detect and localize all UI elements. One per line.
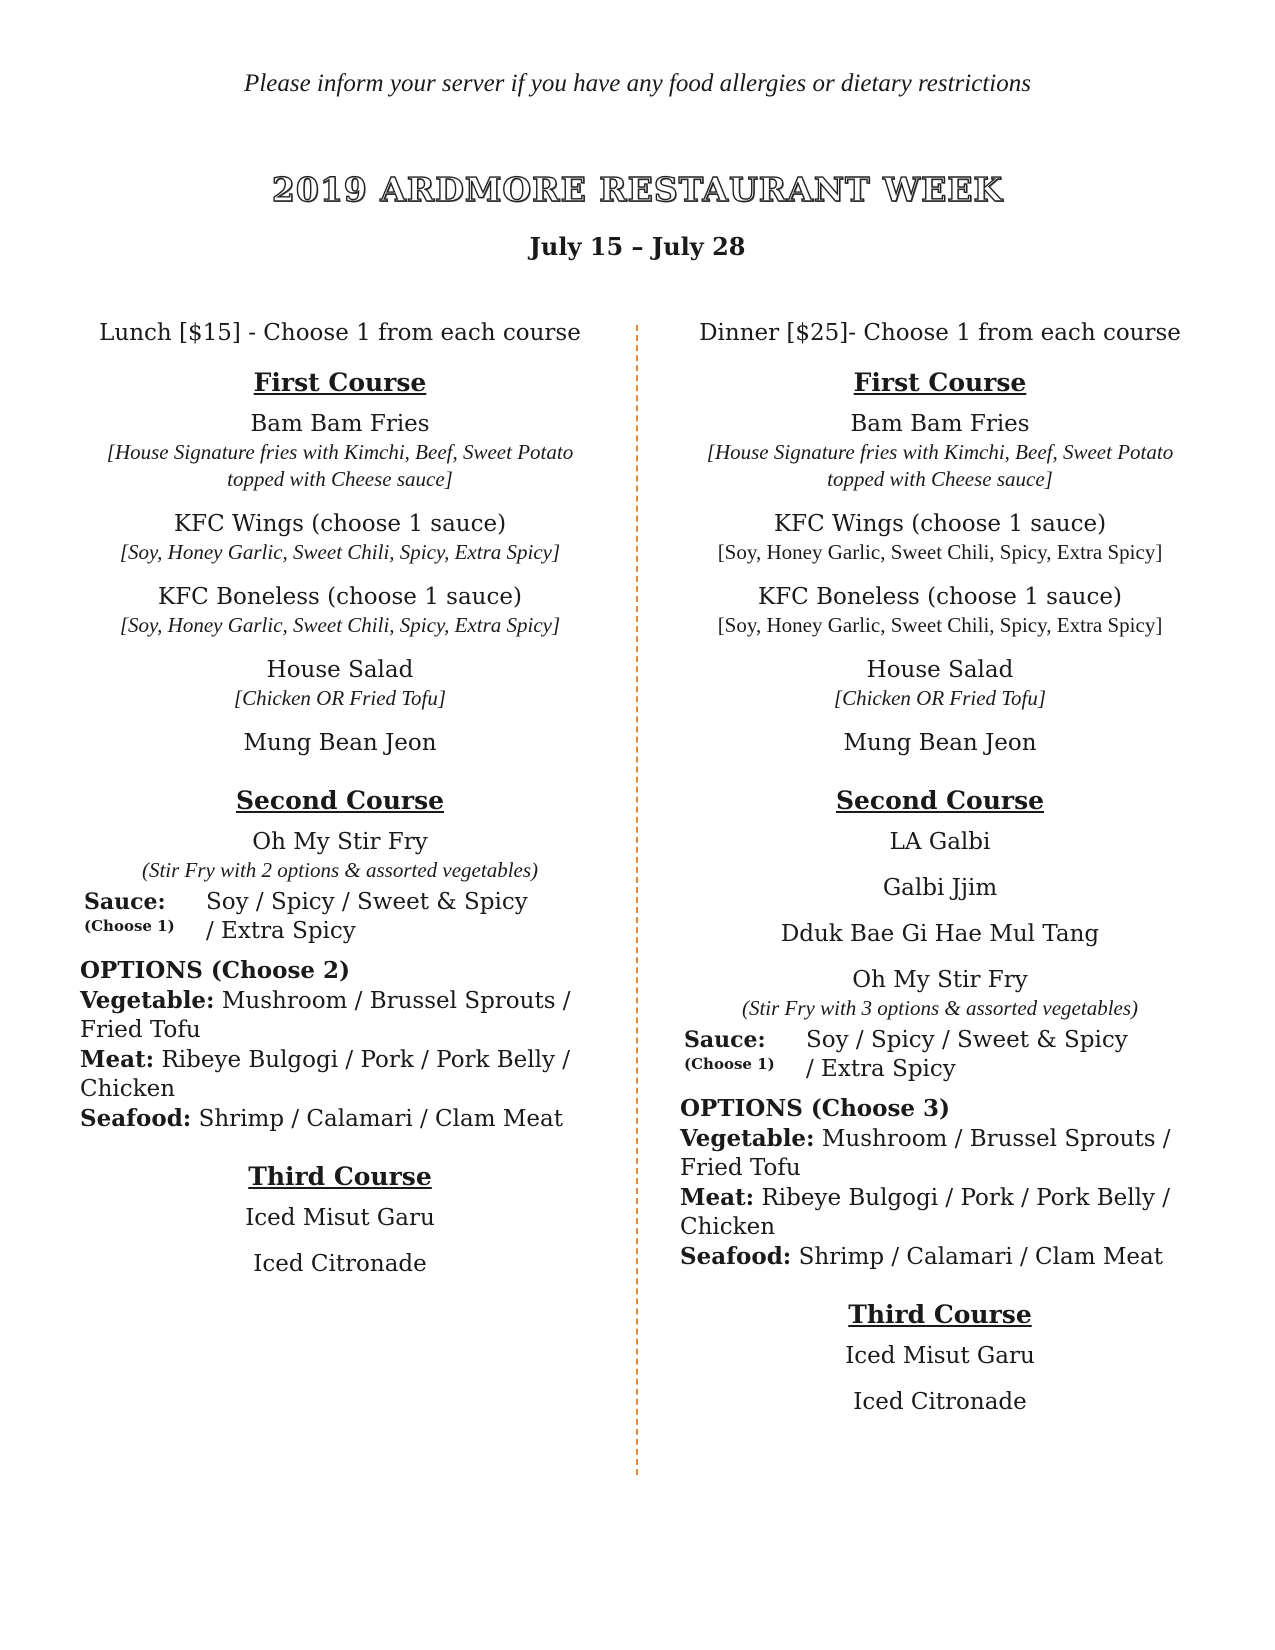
menu-item xyxy=(80,409,600,493)
item-name: KFC Wings (choose 1 sauce) xyxy=(173,511,507,537)
item-name: LA Galbi xyxy=(889,829,991,855)
option-vegetable xyxy=(80,986,600,1045)
menu-item xyxy=(80,655,600,712)
sauce-label: Sauce: xyxy=(84,889,166,915)
item-description: [House Signature fries with Kimchi, Beef, Sweet Potato topped with Cheese sauce] xyxy=(706,440,1174,491)
item-description: [Soy, Honey Garlic, Sweet Chili, Spicy, Extra Spicy] xyxy=(119,540,561,564)
course-title: Second Course xyxy=(835,786,1045,815)
item-name: Iced Misut Garu xyxy=(845,1343,1035,1369)
lunch-header: Lunch [$15] - Choose 1 from each course xyxy=(99,320,581,346)
sauce-label: Sauce: xyxy=(684,1027,766,1053)
option-meat xyxy=(80,1045,600,1104)
item-description: [Soy, Honey Garlic, Sweet Chili, Spicy, Extra Spicy] xyxy=(717,540,1163,564)
lunch-menu-column xyxy=(80,320,600,1307)
menu-item xyxy=(680,655,1200,712)
item-name: Bam Bam Fries xyxy=(250,411,430,437)
menu-item xyxy=(680,873,1200,903)
option-seafood xyxy=(80,1104,600,1134)
option-seafood xyxy=(680,1242,1200,1272)
menu-item xyxy=(680,728,1200,758)
column-divider xyxy=(636,325,638,1475)
options-heading: OPTIONS (Choose 3) xyxy=(680,1095,950,1122)
item-name: House Salad xyxy=(866,657,1014,683)
item-name: Iced Citronade xyxy=(253,1251,427,1277)
menu-item xyxy=(80,582,600,639)
item-name: Bam Bam Fries xyxy=(850,411,1030,437)
menu-item xyxy=(80,1249,600,1279)
item-name: Iced Citronade xyxy=(853,1389,1027,1415)
item-description: (Stir Fry with 3 options & assorted vegetables) xyxy=(741,996,1139,1020)
dinner-menu-column xyxy=(680,320,1200,1445)
menu-item xyxy=(680,1341,1200,1371)
option-values: Ribeye Bulgogi / Pork / Pork Belly / Chicken xyxy=(80,1047,571,1102)
menu-item xyxy=(680,409,1200,493)
option-values: Ribeye Bulgogi / Pork / Pork Belly / Chicken xyxy=(680,1185,1171,1240)
menu-item xyxy=(680,919,1200,949)
option-label: Meat: xyxy=(680,1184,755,1211)
item-name: Oh My Stir Fry xyxy=(252,829,428,855)
menu-item xyxy=(80,509,600,566)
item-name: Iced Misut Garu xyxy=(245,1205,435,1231)
menu-item xyxy=(680,827,1200,857)
option-label: Vegetable: xyxy=(80,987,215,1014)
course-title: First Course xyxy=(253,368,427,397)
option-meat xyxy=(680,1183,1200,1242)
sauce-label-group xyxy=(684,1026,806,1074)
option-values: Mushroom / Brussel Sprouts / Fried Tofu xyxy=(80,988,571,1043)
item-name: Dduk Bae Gi Hae Mul Tang xyxy=(780,921,1100,947)
menu-item xyxy=(680,965,1200,1022)
item-description: (Stir Fry with 2 options & assorted vegetables) xyxy=(141,858,539,882)
sauce-label-group xyxy=(84,888,206,936)
option-label: Seafood: xyxy=(80,1105,192,1132)
item-description: [Chicken OR Fried Tofu] xyxy=(233,686,447,710)
menu-item xyxy=(80,728,600,758)
item-description: [Soy, Honey Garlic, Sweet Chili, Spicy, Extra Spicy] xyxy=(717,613,1163,637)
course-title: Second Course xyxy=(235,786,445,815)
item-name: Mung Bean Jeon xyxy=(843,730,1037,756)
sauce-choice xyxy=(684,1026,1200,1084)
option-label: Seafood: xyxy=(680,1243,792,1270)
menu-item xyxy=(680,509,1200,566)
course-title: Third Course xyxy=(248,1162,432,1191)
item-description: [Soy, Honey Garlic, Sweet Chili, Spicy, Extra Spicy] xyxy=(119,613,561,637)
option-values: Shrimp / Calamari / Clam Meat xyxy=(798,1244,1163,1270)
dinner-third-course xyxy=(680,1300,1200,1417)
allergy-notice: Please inform your server if you have any food allergies or dietary restrictions xyxy=(244,70,1031,97)
item-description: [Chicken OR Fried Tofu] xyxy=(833,686,1047,710)
item-name: Mung Bean Jeon xyxy=(243,730,437,756)
item-name: KFC Wings (choose 1 sauce) xyxy=(773,511,1107,537)
course-title: First Course xyxy=(853,368,1027,397)
menu-item xyxy=(680,1387,1200,1417)
sauce-values: Soy / Spicy / Sweet & Spicy / Extra Spicy xyxy=(206,889,528,944)
item-name: Oh My Stir Fry xyxy=(852,967,1028,993)
lunch-first-course xyxy=(80,368,600,758)
option-label: Vegetable: xyxy=(680,1125,815,1152)
lunch-second-course xyxy=(80,786,600,1134)
menu-item xyxy=(80,1203,600,1233)
item-name: KFC Boneless (choose 1 sauce) xyxy=(758,584,1122,610)
item-name: KFC Boneless (choose 1 sauce) xyxy=(158,584,522,610)
sauce-sublabel: (Choose 1) xyxy=(684,1055,775,1073)
menu-item xyxy=(680,582,1200,639)
sauce-choice xyxy=(84,888,600,946)
option-vegetable xyxy=(680,1124,1200,1183)
item-name: House Salad xyxy=(266,657,414,683)
item-name: Galbi Jjim xyxy=(882,875,998,901)
dinner-first-course xyxy=(680,368,1200,758)
page-title: 2019 ARDMORE RESTAURANT WEEK xyxy=(271,170,1004,209)
event-dates: July 15 – July 28 xyxy=(529,232,746,261)
sauce-values: Soy / Spicy / Sweet & Spicy / Extra Spicy xyxy=(806,1027,1128,1082)
menu-item xyxy=(80,827,600,884)
option-label: Meat: xyxy=(80,1046,155,1073)
course-title: Third Course xyxy=(848,1300,1032,1329)
sauce-sublabel: (Choose 1) xyxy=(84,917,175,935)
option-values: Shrimp / Calamari / Clam Meat xyxy=(198,1106,563,1132)
option-values: Mushroom / Brussel Sprouts / Fried Tofu xyxy=(680,1126,1171,1181)
options-heading: OPTIONS (Choose 2) xyxy=(80,957,350,984)
item-description: [House Signature fries with Kimchi, Beef, Sweet Potato topped with Cheese sauce] xyxy=(106,440,574,491)
dinner-header: Dinner [$25]- Choose 1 from each course xyxy=(699,320,1181,346)
dinner-second-course xyxy=(680,786,1200,1272)
lunch-third-course xyxy=(80,1162,600,1279)
